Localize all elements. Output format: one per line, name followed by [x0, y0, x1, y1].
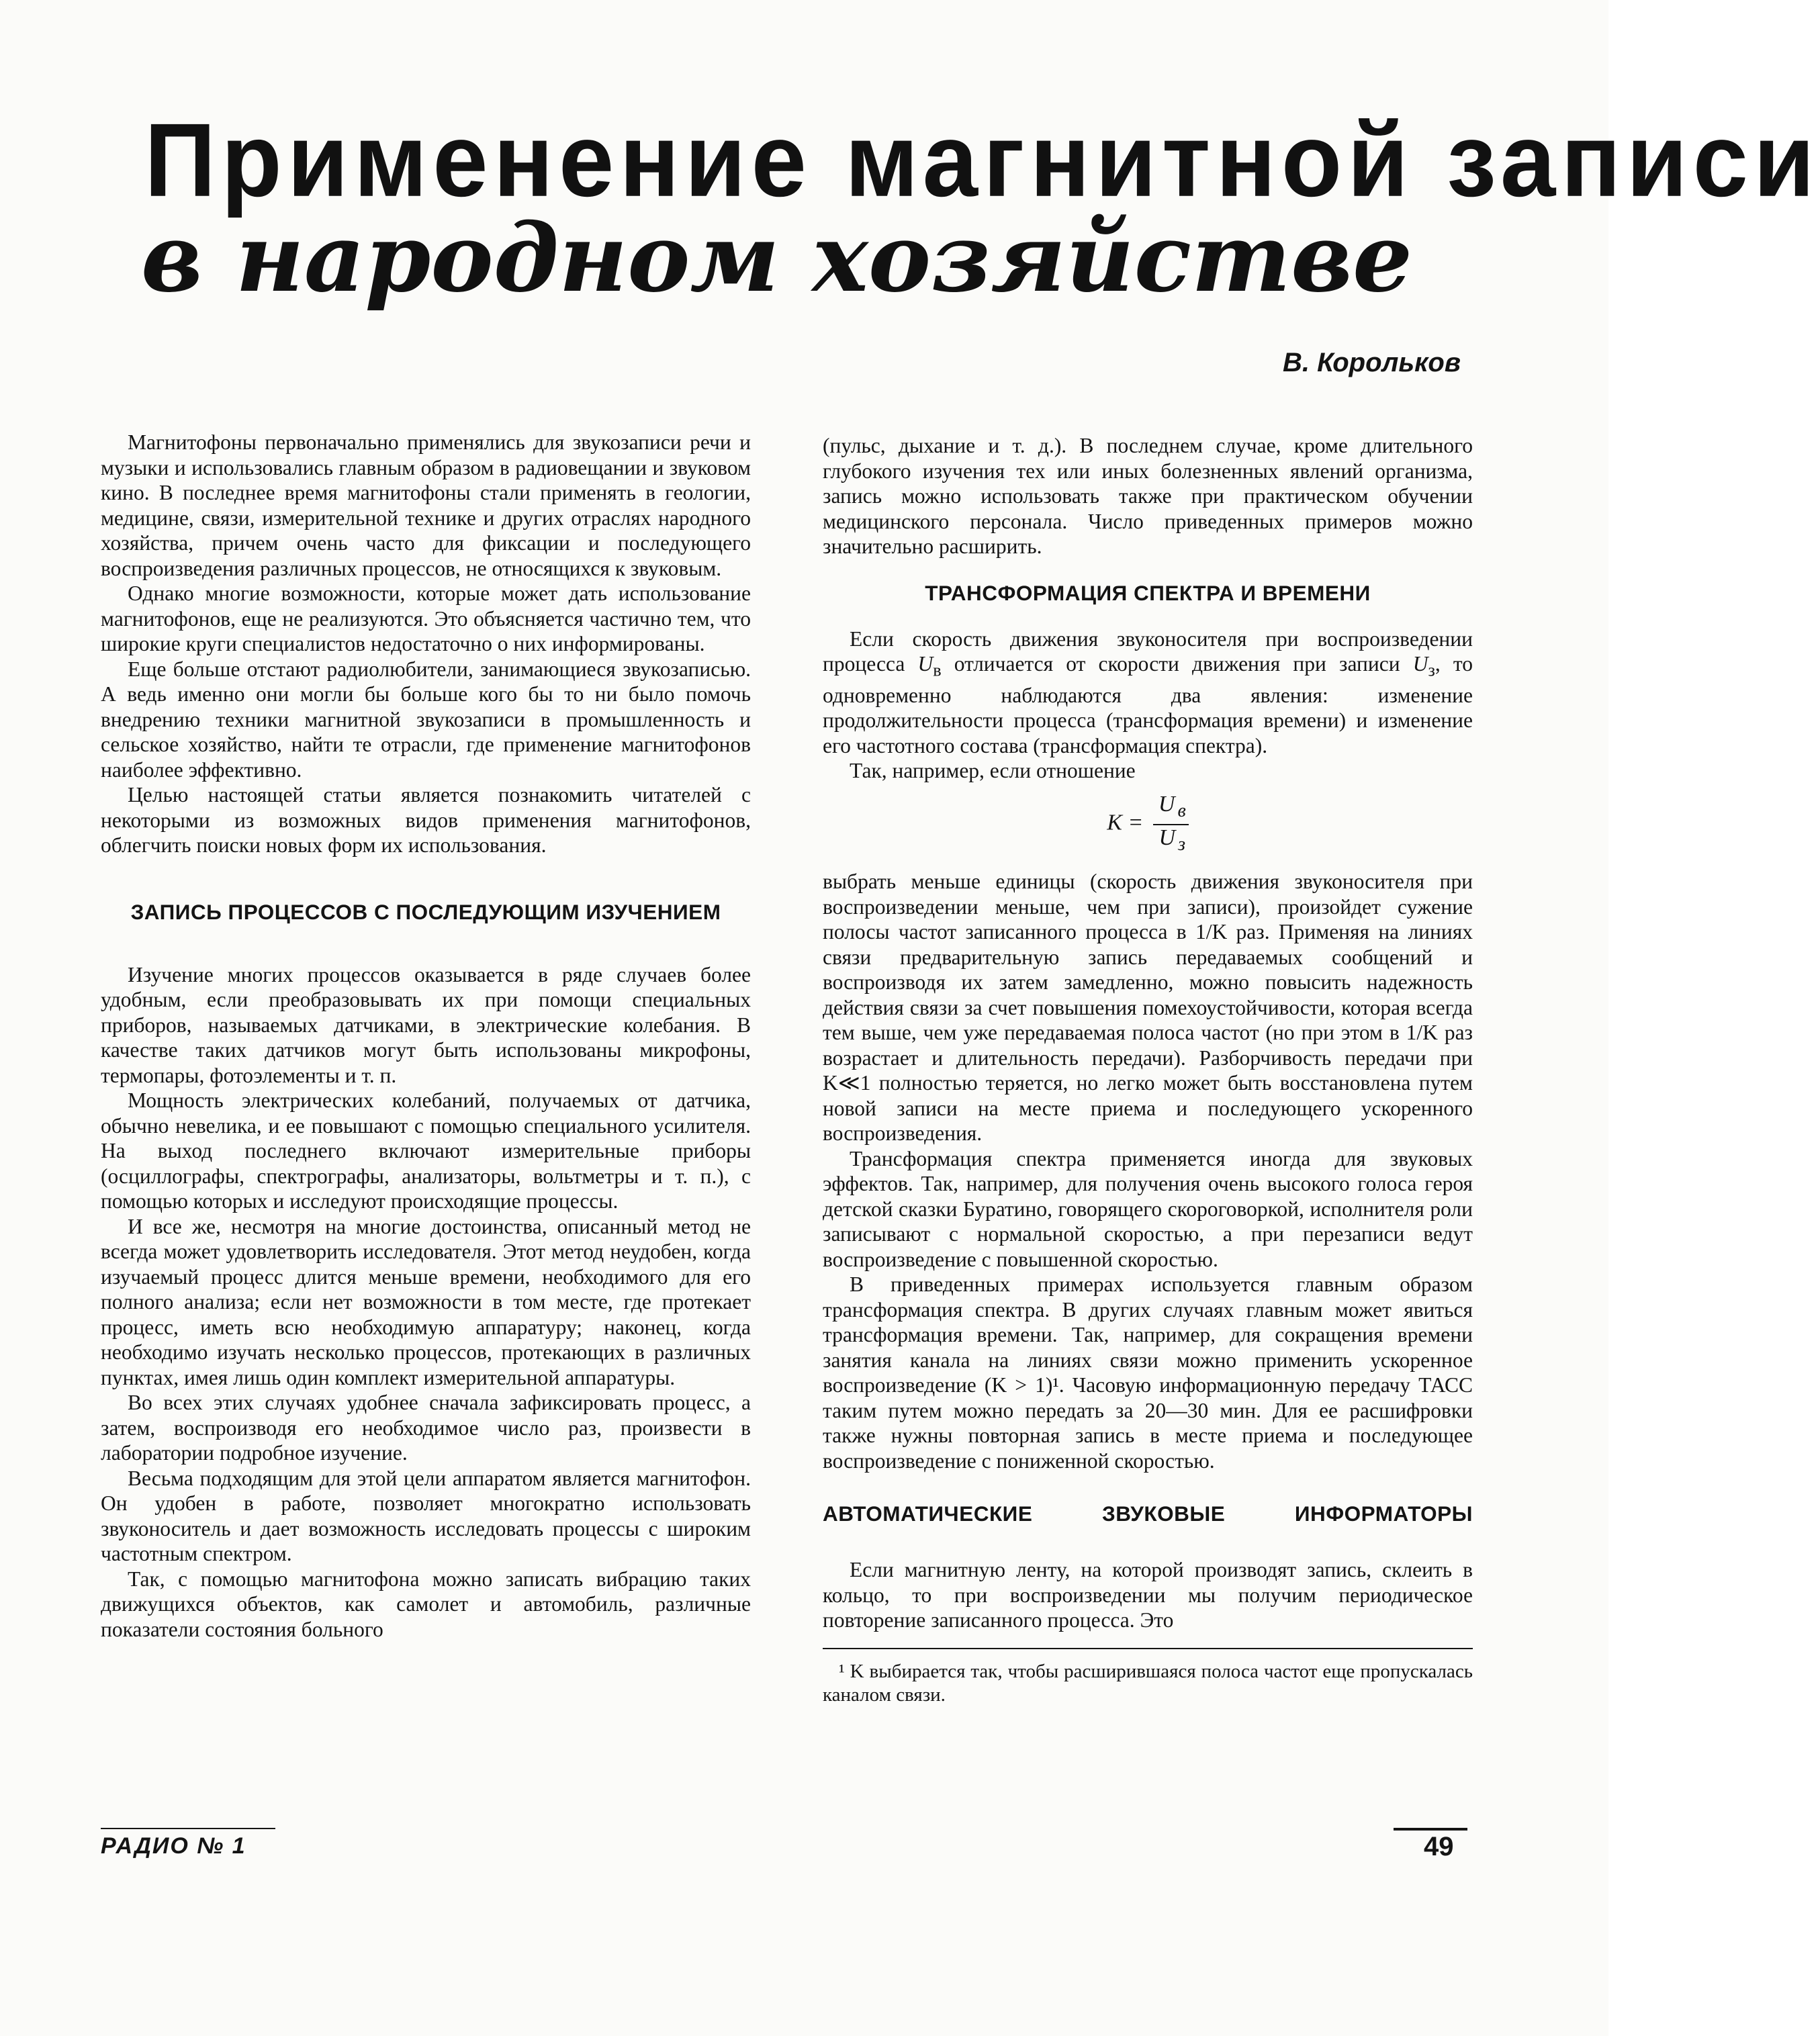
section-heading: АВТОМАТИЧЕСКИЕ ЗВУКОВЫЕ ИНФОРМАТОРЫ — [823, 1501, 1473, 1526]
paragraph: Мощность электрических колебаний, получаемых от датчика, обычно невелика, и ее повышают с помощью специального усилителя. На выход последнего включают измерительные приборы (осциллографы, спектрографы, анализаторы, вольтметры и т. п.), с помощью которых и исследуют происходящие процессы. — [101, 1089, 751, 1213]
footer-divider — [101, 1828, 275, 1829]
formula-lhs: K = — [1107, 810, 1149, 835]
paragraph: В приведенных примерах используется главным образом трансформация спектра. В других случаях главным может явиться трансформация времени. Так, например, для сокращения времени занятия канала на линиях связи можно применить ускоренное воспроизведение (K > 1)¹. Часовую информационную передачу ТАСС таким путем можно передать за 20—30 мин. Для ее расшифровки также нужны повторная запись в месте приема и последующее воспроизведение с пониженной скоростью. — [823, 1272, 1473, 1473]
formula — [823, 792, 1473, 858]
paragraph: Так, с помощью магнитофона можно записать вибрацию таких движущихся объектов, как самолет и автомобиль, различные показатели состояния больного — [101, 1567, 751, 1641]
left-column — [101, 430, 751, 1642]
article-author: В. Корольков — [1283, 348, 1461, 377]
paragraph: Целью настоящей статьи является познакомить читателей с некоторыми из возможных видов применения магнитофонов, облегчить поиски новых форм их использования. — [101, 783, 751, 857]
page-number: 49 — [1424, 1832, 1454, 1861]
page-number-divider — [1394, 1828, 1467, 1831]
article-title-line1: Применение магнитной записи — [144, 102, 1820, 219]
paragraph: Трансформация спектра применяется иногда для звуковых эффектов. Так, например, для получения очень высокого голоса героя детской сказки Буратино, говорящего скороговоркой, исполнителя роли записывают с нормальной скоростью, а при перезаписи ведут воспроизведение с повышенной скоростью. — [823, 1146, 1473, 1271]
right-column — [823, 433, 1473, 1707]
section-heading: ЗАПИСЬ ПРОЦЕССОВ С ПОСЛЕДУЮЩИМ ИЗУЧЕНИЕМ — [130, 899, 721, 924]
formula-numerator: U — [1158, 791, 1175, 817]
section-heading: ТРАНСФОРМАЦИЯ СПЕКТРА И ВРЕМЕНИ — [925, 580, 1371, 605]
paragraph: Так, например, если отношение — [850, 759, 1136, 783]
magazine-issue: РАДИО № 1 — [101, 1833, 246, 1859]
paragraph: Если магнитную ленту, на которой производят запись, склеить в кольцо, то при воспроизведении мы получим периодическое повторение записанного процесса. Это — [823, 1558, 1473, 1632]
formula-fraction: $\frac{U _в}{U _з}$ — [1153, 792, 1189, 858]
paragraph: Еще больше отстают радиолюбители, занимающиеся звукозаписью. А ведь именно они могли бы больше кого бы то ни было помочь внедрению техники магнитной звукозаписи в промышленность и сельское хозяйство, найти те отрасли, где применение магнитофонов наиболее эффективно. — [101, 657, 751, 782]
paragraph: Магнитофоны первоначально применялись для звукозаписи речи и музыки и использовались главным образом в радиовещании и звуковом кино. В последнее время магнитофоны стали применять в геологии, медицине, связи, измерительной технике и других отраслях народного хозяйства, причем очень часто для фиксации и последующего воспроизведения различных процессов, не относящихся к звуковым. — [101, 430, 751, 580]
paragraph: Во всех этих случаях удобнее сначала зафиксировать процесс, а затем, воспроизводя его необходимое число раз, произвести в лаборатории подробное изучение. — [101, 1391, 751, 1465]
paragraph: Весьма подходящим для этой цели аппаратом является магнитофон. Он удобен в работе, позволяет многократно использовать звуконоситель и дает возможность исследовать процессы с широким частотным спектром. — [101, 1466, 751, 1565]
paragraph: Изучение многих процессов оказывается в ряде случаев более удобным, если преобразовывать их при помощи специальных приборов, называемых датчиками, в электрические колебания. В качестве таких датчиков могут быть использованы микрофоны, термопары, фотоэлементы и т. п. — [101, 962, 751, 1087]
article-title-line2: в народном хозяйстве — [141, 203, 1413, 314]
paragraph: Если скорость движения звуконосителя при воспроизведении процесса $U_в$ отличается от скорости движения при записи $U_з$, то одновременно наблюдаются два явления: изменение продолжительности процесса (трансформация времени) и изменение его частотного состава (трансформация спектра). — [823, 627, 1473, 757]
paragraph: И все же, несмотря на многие достоинства, описанный метод не всегда может удовлетворить исследователя. Этот метод неудобен, когда изучаемый процесс длится меньше времени, необходимого для его полного анализа; если нет возможности в том месте, где протекает процесс, иметь всю необходимую аппаратуру; наконец, когда необходимо изучать несколько процессов, протекающих в различных пунктах, имея лишь один комплект измерительной аппаратуры. — [101, 1214, 751, 1389]
formula-denominator: U — [1158, 825, 1176, 850]
footnote — [823, 1648, 1473, 1707]
footnote-text: ¹ K выбирается так, чтобы расширившаяся полоса частот еще пропускалась каналом связи. — [823, 1660, 1473, 1706]
paragraph: (пульс, дыхание и т. д.). В последнем случае, кроме длительного глубокого изучения тех или иных болезненных явлений организма, запись можно использовать также при практическом обучении медицинского персонала. Число приведенных примеров можно значительно расширить. — [823, 434, 1473, 558]
paragraph: выбрать меньше единицы (скорость движения звуконосителя при воспроизведении меньше, чем при записи), произойдет сужение полосы частот записанного процесса в 1/K раз. Применяя на линиях связи предварительную запись передаваемых сообщений и воспроизводя их затем замедленно, можно повысить надежность действия связи за счет повышения помехоустойчивости, которая всегда тем выше, чем уже передаваемая полоса частот (но при этом в 1/K раз возрастает и длительность передачи). Разборчивость передачи при K≪1 полностью теряется, но легко может быть восстановлена путем новой записи на месте приема и последующего ускоренного воспроизведения. — [823, 870, 1473, 1146]
paragraph: Однако многие возможности, которые может дать использование магнитофонов, еще не реализуются. Это объясняется частично тем, что широкие круги специалистов недостаточно о них информированы. — [101, 582, 751, 655]
